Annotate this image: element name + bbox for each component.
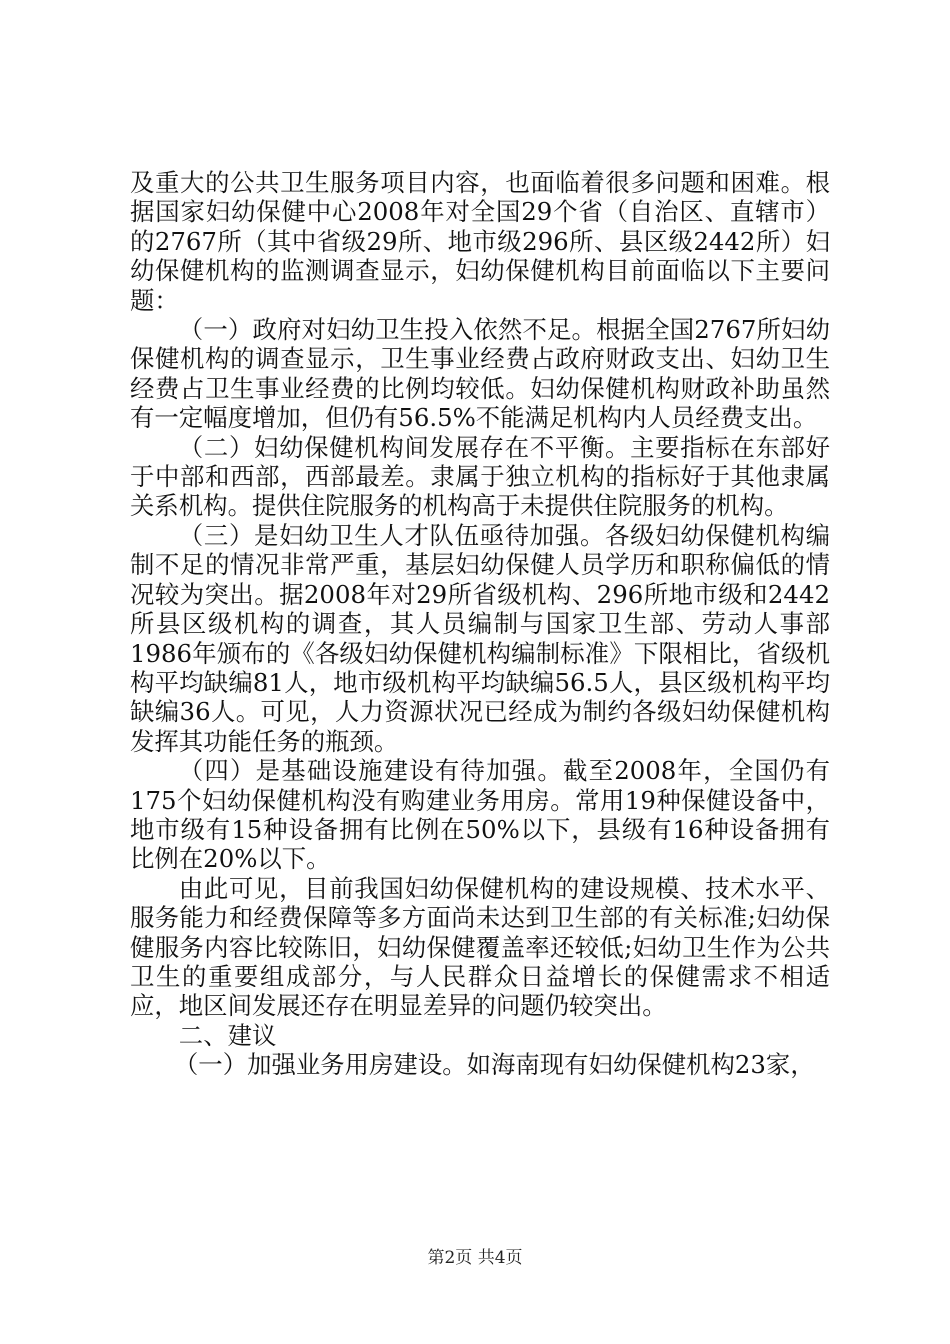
document-body bbox=[130, 168, 830, 1080]
paragraph-problem-2: （二）妇幼保健机构间发展存在不平衡。主要指标在东部好于中部和西部，西部最差。隶属于独立机构的指标好于其他隶属关系机构。提供住院服务的机构高于未提供住院服务的机构。 bbox=[130, 432, 830, 521]
page-number-label: 第2页 共4页 bbox=[427, 1248, 523, 1268]
paragraph-problem-1: （一）政府对妇幼卫生投入依然不足。根据全国2767所妇幼保健机构的调查显示，卫生事业经费占政府财政支出、妇幼卫生经费占卫生事业经费的比例均较低。妇幼保健机构财政补助虽然有一定幅度增加，但仍有56.5%不能满足机构内人员经费支出。 bbox=[130, 315, 830, 433]
paragraph-intro-continued: 及重大的公共卫生服务项目内容，也面临着很多问题和困难。根据国家妇幼保健中心2008年对全国29个省（自治区、直辖市）的2767所（其中省级29所、地市级296所、县区级2442所）妇幼保健机构的监测调查显示，妇幼保健机构目前面临以下主要问题： bbox=[130, 168, 830, 315]
paragraph-problem-4: （四）是基础设施建设有待加强。截至2008年，全国仍有175个妇幼保健机构没有购建业务用房。常用19种保健设备中，地市级有15种设备拥有比例在50%以下，县级有16种设备拥有比例在20%以下。 bbox=[130, 756, 830, 874]
paragraph-suggestion-1: （一）加强业务用房建设。如海南现有妇幼保健机构23家， bbox=[173, 1050, 815, 1080]
paragraph-conclusion: 由此可见，目前我国妇幼保健机构的建设规模、技术水平、服务能力和经费保障等多方面尚未达到卫生部的有关标准;妇幼保健服务内容比较陈旧，妇幼保健覆盖率还较低;妇幼卫生作为公共卫生的重要组成部分，与人民群众日益增长的保健需求不相适应，地区间发展还存在明显差异的问题仍较突出。 bbox=[130, 873, 830, 1021]
paragraph-problem-3: （三）是妇幼卫生人才队伍亟待加强。各级妇幼保健机构编制不足的情况非常严重，基层妇幼保健人员学历和职称偏低的情况较为突出。据2008年对29所省级机构、296所地市级和2442所县区级机构的调查，其人员编制与国家卫生部、劳动人事部1986年颁布的《各级妇幼保健机构编制标准》下限相比，省级机构平均缺编81人，地市级机构平均缺编56.5人，县区级机构平均缺编36人。可见，人力资源状况已经成为制约各级妇幼保健机构发挥其功能任务的瓶颈。 bbox=[130, 520, 830, 756]
page-footer bbox=[0, 1247, 950, 1269]
section-heading-suggestions: 二、建议 bbox=[178, 1020, 277, 1050]
